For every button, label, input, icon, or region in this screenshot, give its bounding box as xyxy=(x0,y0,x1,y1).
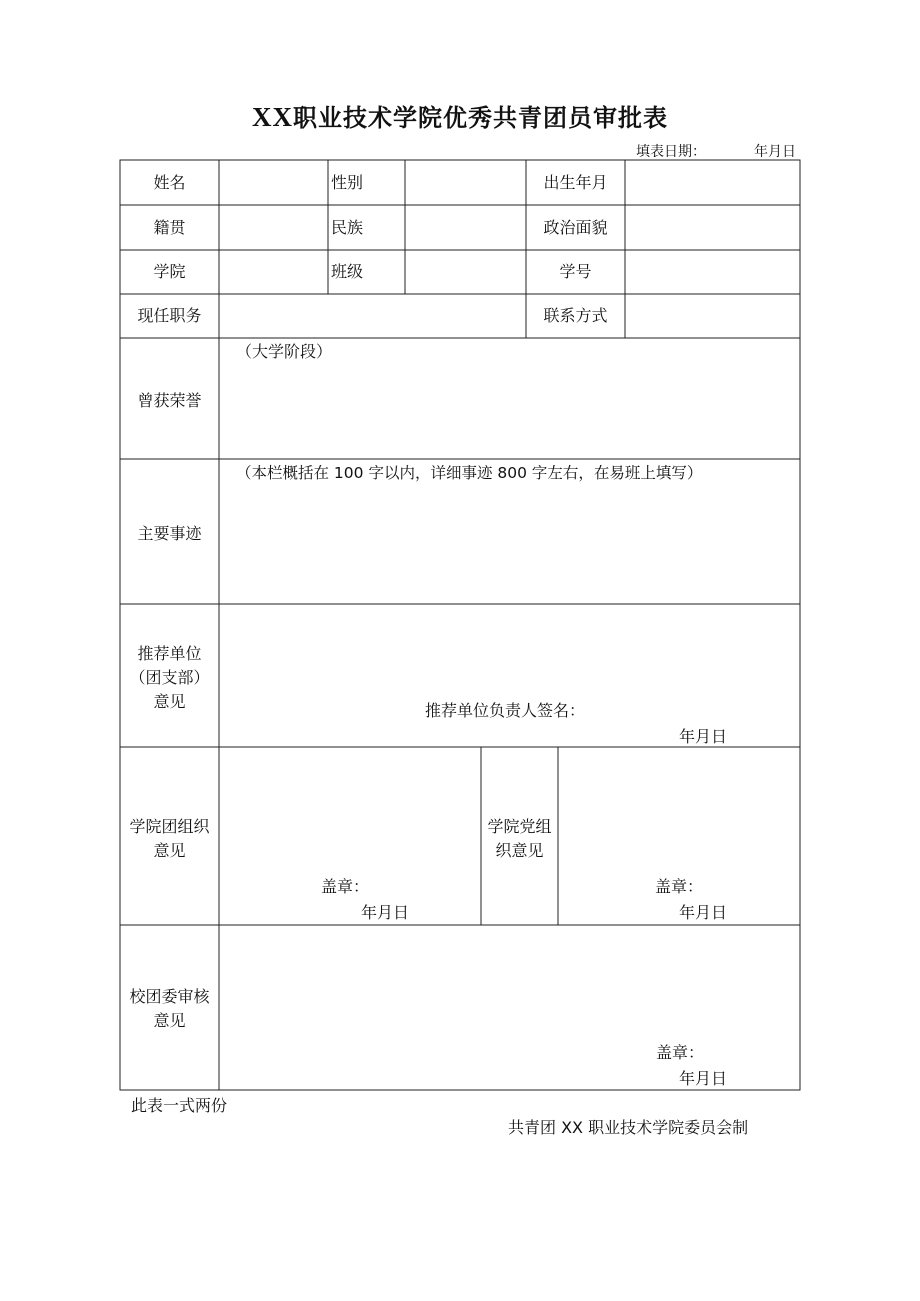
page-title: XX职业技术学院优秀共青团员审批表 xyxy=(252,102,668,132)
college-league-opinion-field[interactable] xyxy=(220,748,480,868)
fill-date-label: 填表日期： xyxy=(636,144,706,160)
school-committee-date: 年月日 xyxy=(679,1069,728,1088)
label-current-position: 现任职务 xyxy=(137,306,202,325)
honors-field[interactable] xyxy=(220,366,799,458)
school-committee-seal-label: 盖章： xyxy=(656,1043,705,1062)
label-college-league: 学院团组织 意见 xyxy=(129,817,210,860)
copies-note: 此表一式两份 xyxy=(131,1096,228,1115)
label-gender: 性别 xyxy=(331,173,364,192)
label-class: 班级 xyxy=(331,262,364,281)
college-party-opinion-field[interactable] xyxy=(559,748,799,868)
label-college: 学院 xyxy=(153,262,186,281)
college-party-date: 年月日 xyxy=(679,903,728,922)
label-ethnicity: 民族 xyxy=(331,218,364,237)
recommend-date: 年月日 xyxy=(679,727,728,746)
label-school-committee: 校团委审核 意见 xyxy=(129,987,210,1030)
college-party-seal-label: 盖章： xyxy=(655,877,704,896)
label-honors: 曾获荣誉 xyxy=(137,391,202,410)
label-contact: 联系方式 xyxy=(543,306,608,325)
main-deeds-field[interactable] xyxy=(220,487,799,603)
label-college-party: 学院党组 织意见 xyxy=(487,817,552,860)
school-committee-opinion-field[interactable] xyxy=(220,926,799,1036)
label-name: 姓名 xyxy=(153,173,186,192)
ethnicity-field[interactable] xyxy=(406,206,525,249)
recommend-opinion-field[interactable] xyxy=(220,605,799,695)
class-field[interactable] xyxy=(406,251,525,293)
native-place-field[interactable] xyxy=(220,206,327,249)
birth-field[interactable] xyxy=(626,161,799,204)
student-id-field[interactable] xyxy=(626,251,799,293)
political-status-field[interactable] xyxy=(626,206,799,249)
label-recommend-unit: 推荐单位 （团支部） 意见 xyxy=(129,644,210,711)
deeds-hint: （本栏概括在 100 字以内，详细事迹 800 字左右，在易班上填写） xyxy=(236,464,703,482)
recommend-signer-label: 推荐单位负责人签名： xyxy=(425,701,586,720)
college-field[interactable] xyxy=(220,251,327,293)
college-league-date: 年月日 xyxy=(361,903,410,922)
fill-date-value: 年月日 xyxy=(754,144,796,160)
name-field[interactable] xyxy=(220,161,327,204)
label-student-id: 学号 xyxy=(559,262,592,281)
issuer-note: 共青团 XX 职业技术学院委员会制 xyxy=(508,1118,749,1137)
honors-hint: （大学阶段） xyxy=(236,342,333,361)
label-birth: 出生年月 xyxy=(543,173,608,192)
label-main-deeds: 主要事迹 xyxy=(137,524,202,543)
college-league-seal-label: 盖章： xyxy=(321,877,370,896)
contact-field[interactable] xyxy=(626,295,799,337)
label-political-status: 政治面貌 xyxy=(543,218,608,237)
current-position-field[interactable] xyxy=(220,295,525,337)
label-native-place: 籍贯 xyxy=(153,218,186,237)
gender-field[interactable] xyxy=(406,161,525,204)
